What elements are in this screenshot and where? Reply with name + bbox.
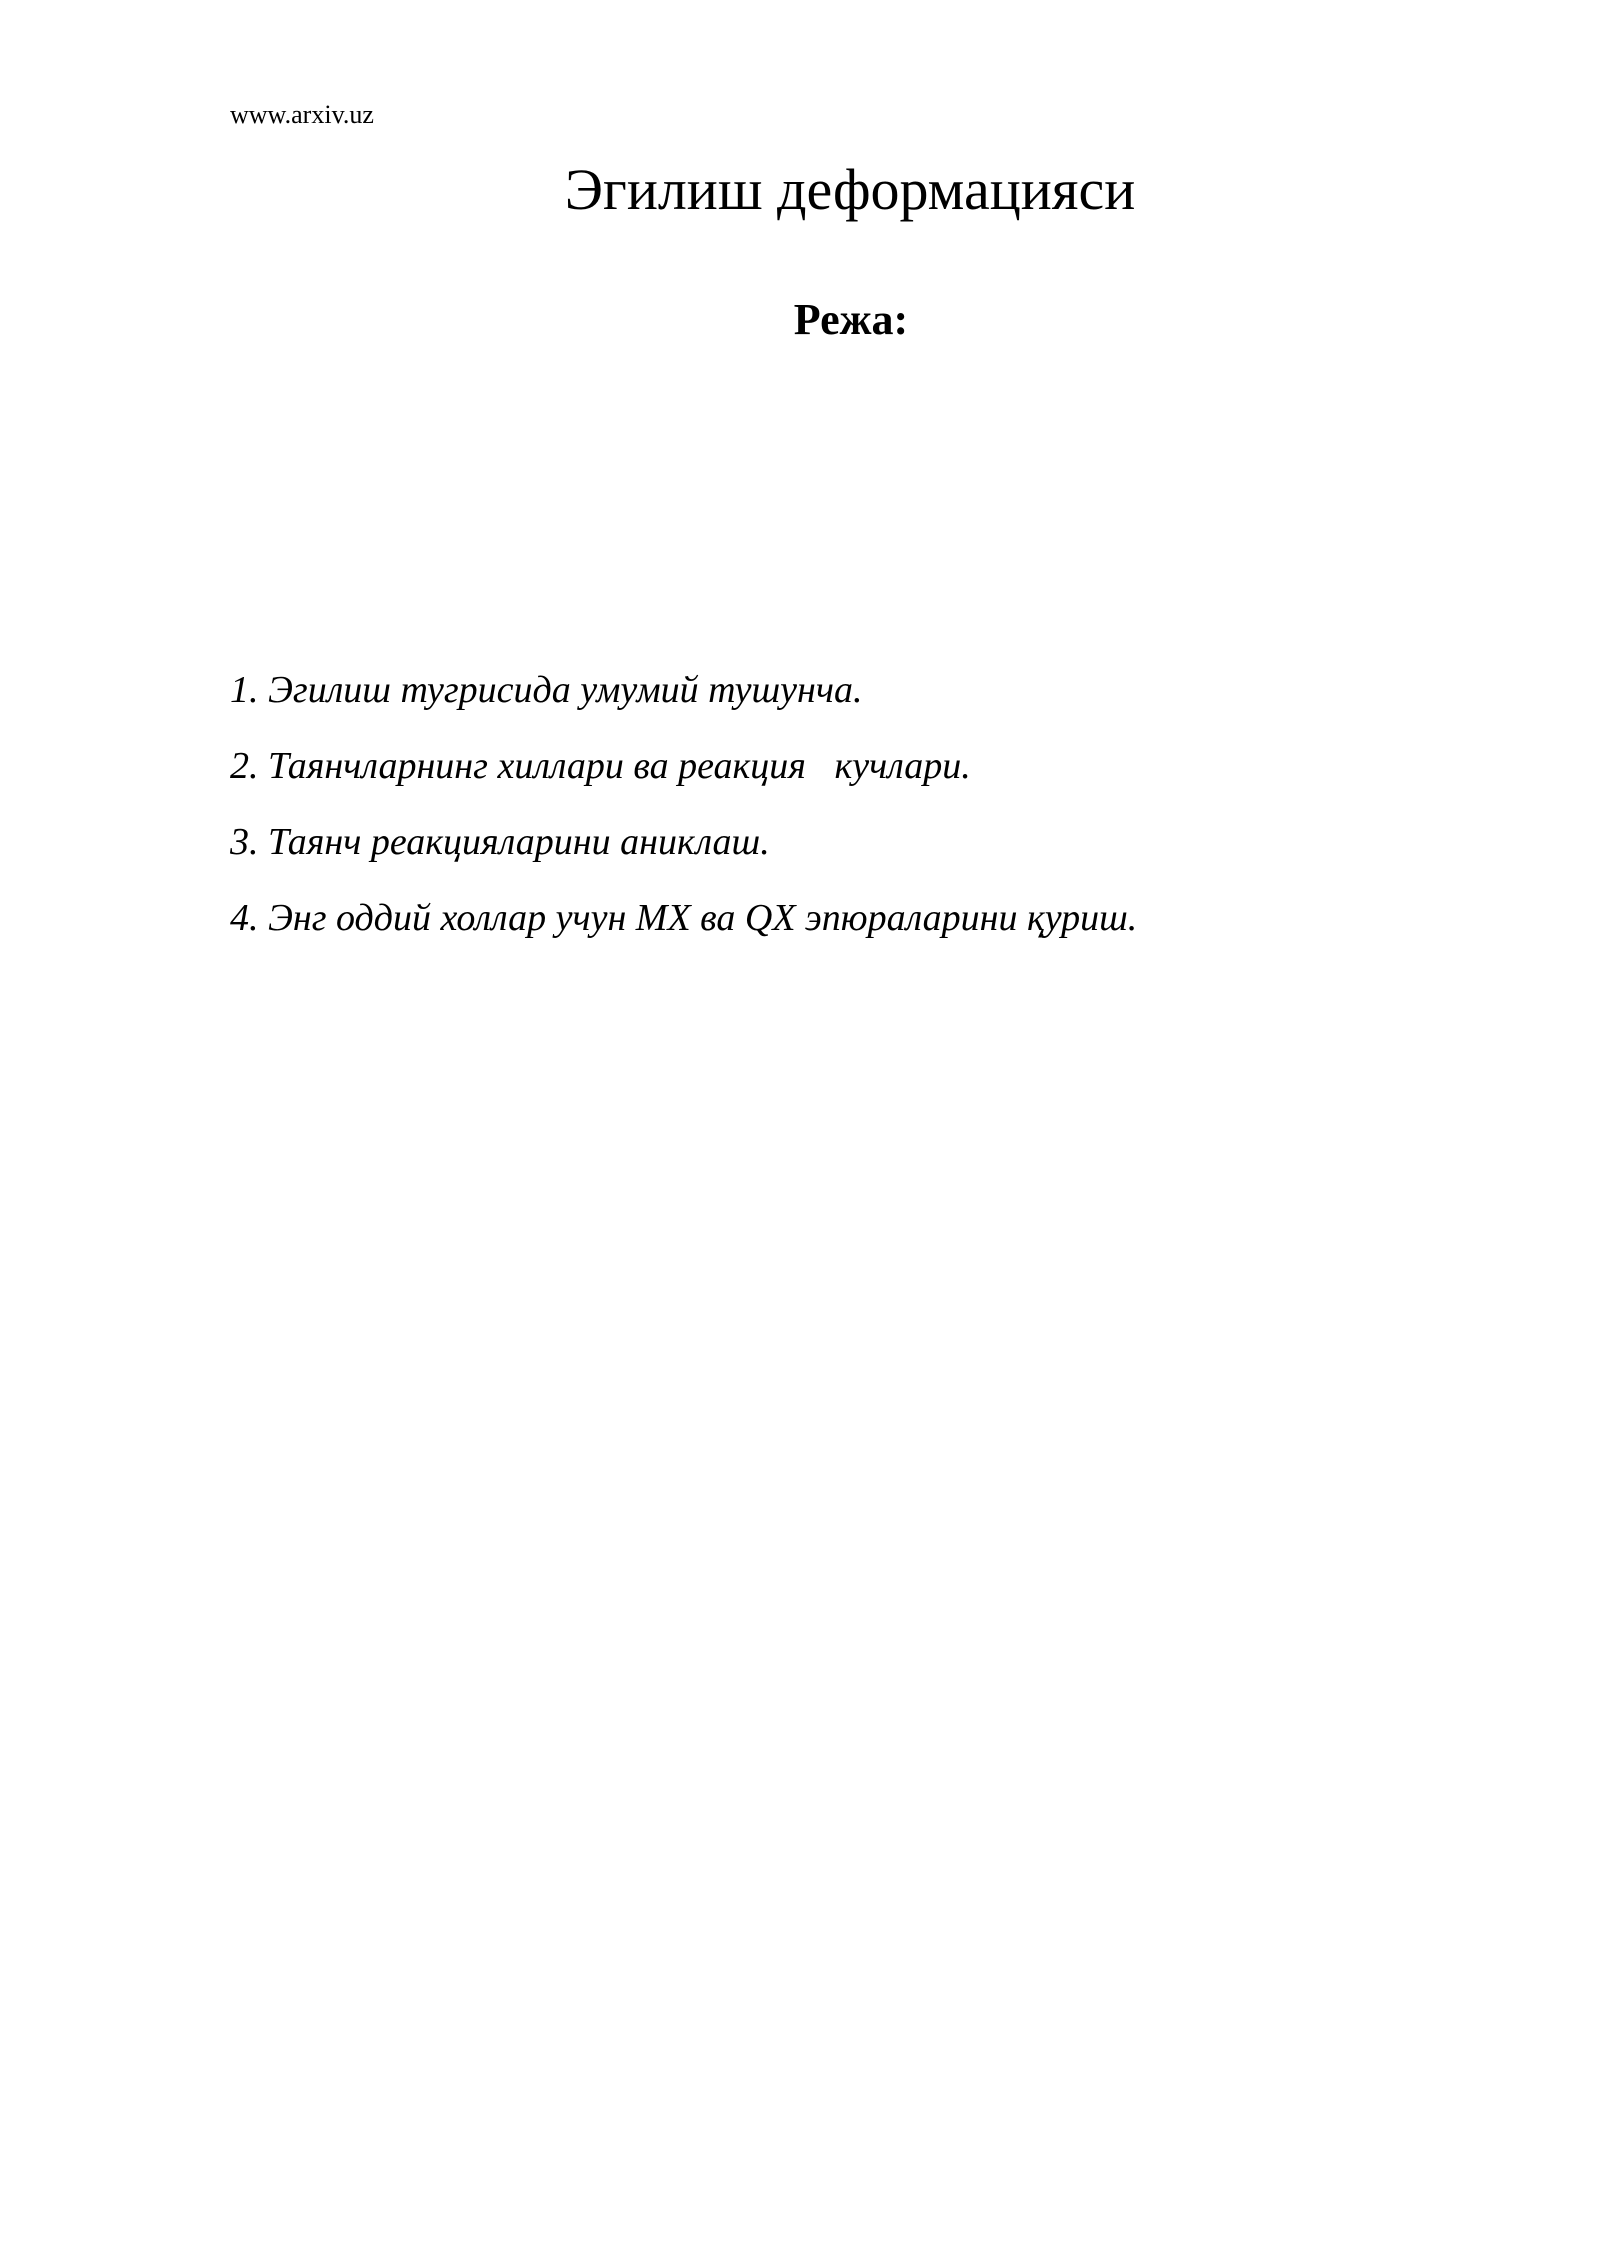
plan-item-4: 4. Энг оддий холлар учун MX ва QX эпюраларини қуриш. [230, 897, 1138, 939]
plan-item-3: 3. Таянч реакцияларини аниклаш. [230, 821, 770, 863]
plan-item-2: 2. Таянчларнинг хиллари ва реакция кучлари. [230, 745, 971, 787]
plan-heading: Режа: [793, 295, 909, 344]
page-title: Эгилиш деформацияси [564, 157, 1136, 222]
plan-list [230, 652, 1137, 956]
header-url: www.arxiv.uz [230, 100, 374, 129]
plan-item-1: 1. Эгилиш тугрисида умумий тушунча. [230, 669, 863, 711]
